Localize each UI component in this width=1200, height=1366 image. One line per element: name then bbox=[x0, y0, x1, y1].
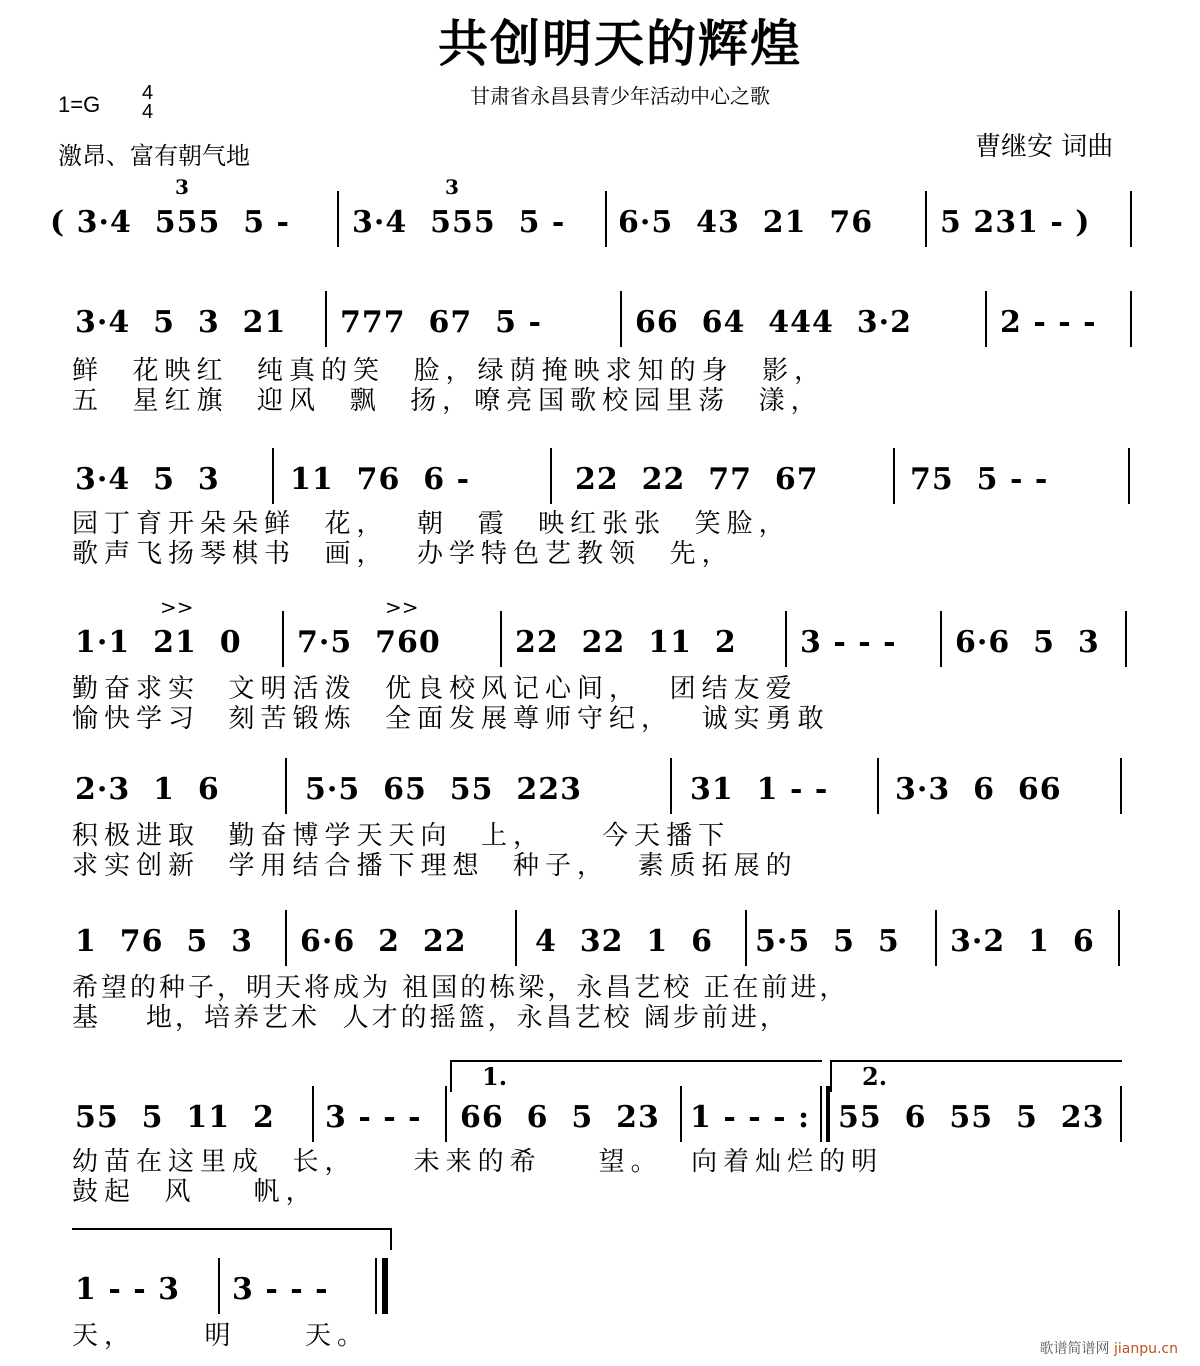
measure: 4 32 1 6 bbox=[535, 924, 714, 959]
lyric-line-2: 愉快学习 刻苦锻炼 全面发展尊师守纪， 诚实勇敢 bbox=[72, 704, 830, 734]
measure: 3·4 5 3 bbox=[75, 462, 220, 497]
accent-marks: >> bbox=[385, 595, 419, 619]
measure: 55 5 11 2 bbox=[75, 1100, 275, 1135]
measure: 66 6 5 23 bbox=[460, 1100, 660, 1135]
barline bbox=[500, 611, 502, 667]
system-2 bbox=[0, 305, 1200, 416]
triplet-mark: 3 bbox=[445, 175, 459, 199]
lyric-line-2: 基 地，培养艺术 人才的摇篮，永昌艺校 阔步前进， bbox=[72, 1003, 789, 1033]
measure: 6·5 43 21 76 bbox=[618, 205, 874, 240]
measure: 3·4 555 5 - bbox=[352, 205, 566, 240]
time-signature bbox=[142, 84, 153, 122]
barline bbox=[877, 758, 879, 814]
measure: 7·5 760 bbox=[297, 625, 441, 660]
measure: 6·6 5 3 bbox=[955, 625, 1100, 660]
barline bbox=[670, 758, 672, 814]
measure: 3 - - - bbox=[800, 625, 897, 660]
barline bbox=[1125, 611, 1127, 667]
barline bbox=[445, 1086, 447, 1142]
measure: 22 22 77 67 bbox=[575, 462, 819, 497]
measure: 2 - - - bbox=[1000, 305, 1097, 340]
lyric-line-1: 希望的种子，明天将成为 祖国的栋梁，永昌艺校 正在前进， bbox=[72, 973, 849, 1003]
system-3 bbox=[0, 462, 1200, 569]
barline bbox=[325, 291, 327, 347]
measure: 5·5 5 5 bbox=[755, 924, 900, 959]
barline bbox=[935, 910, 937, 966]
measure: 777 67 5 - bbox=[340, 305, 542, 340]
lyric-line-1: 勤奋求实 文明活泼 优良校风记心间， 团结友爱 bbox=[72, 674, 798, 704]
barline bbox=[282, 611, 284, 667]
measure: 1 - - - : bbox=[690, 1100, 811, 1135]
barline bbox=[337, 191, 339, 247]
lyric-line-2: 鼓起 风 帆， bbox=[72, 1177, 318, 1207]
measure: 6·6 2 22 bbox=[300, 924, 467, 959]
barline bbox=[1120, 1086, 1122, 1142]
author-credit: 曹继安 词曲 bbox=[975, 132, 1114, 162]
measure: 31 1 - - bbox=[690, 772, 829, 807]
measure: 66 64 444 3·2 bbox=[635, 305, 912, 340]
triplet-mark: 3 bbox=[175, 175, 189, 199]
barline bbox=[1120, 758, 1122, 814]
measure: 3 - - - bbox=[325, 1100, 422, 1135]
key-signature: 1=G bbox=[58, 92, 101, 117]
system-1 bbox=[0, 175, 1200, 265]
barline bbox=[1130, 291, 1132, 347]
measure: 2·3 1 6 bbox=[75, 772, 220, 807]
time-sig-bottom: 4 bbox=[142, 101, 154, 123]
barline bbox=[272, 448, 274, 504]
barline bbox=[285, 758, 287, 814]
measure: 55 6 55 5 23 bbox=[838, 1100, 1105, 1135]
lyric-line-1: 积极进取 勤奋博学天天向 上， 今天播下 bbox=[72, 821, 731, 851]
system-4 bbox=[0, 595, 1200, 734]
watermark-url: jianpu.cn bbox=[1113, 1341, 1178, 1357]
song-subtitle: 甘肃省永昌县青少年活动中心之歌 bbox=[470, 84, 770, 108]
barline bbox=[925, 191, 927, 247]
lyric-line-2: 求实创新 学用结合播下理想 种子， 素质拓展的 bbox=[72, 851, 798, 881]
watermark-cn: 歌谱简谱网 bbox=[1039, 1341, 1110, 1357]
system-5 bbox=[0, 772, 1200, 881]
volta-2: 2. bbox=[830, 1060, 1122, 1092]
barline bbox=[985, 291, 987, 347]
measure: 75 5 - - bbox=[910, 462, 1049, 497]
song-title: 共创明天的辉煌 bbox=[438, 15, 802, 73]
final-barline-thick bbox=[382, 1258, 388, 1314]
barline bbox=[218, 1258, 220, 1314]
tempo-marking: 激昂、富有朝气地 bbox=[58, 142, 250, 170]
repeat-barline-thick bbox=[826, 1086, 830, 1142]
barline bbox=[680, 1086, 682, 1142]
measure: 22 22 11 2 bbox=[515, 625, 737, 660]
measure: 1 76 5 3 bbox=[75, 924, 254, 959]
barline bbox=[745, 910, 747, 966]
lyric-line-1: 幼苗在这里成 长， 未来的希 望。 向着灿烂的明 bbox=[72, 1147, 884, 1177]
measure: 3·4 5 3 21 bbox=[75, 305, 287, 340]
measure: 3·2 1 6 bbox=[950, 924, 1095, 959]
barline bbox=[285, 910, 287, 966]
measure: 11 76 6 - bbox=[290, 462, 471, 497]
system-6 bbox=[0, 924, 1200, 1033]
watermark bbox=[1040, 1340, 1178, 1358]
lyric-line-2: 歌声飞扬琴棋书 画， 办学特色艺教领 先， bbox=[72, 539, 734, 569]
lyric-line-1: 鲜 花映红 纯真的笑 脸，绿荫掩映求知的身 影， bbox=[72, 356, 827, 386]
repeat-barline bbox=[820, 1086, 822, 1142]
barline bbox=[1118, 910, 1120, 966]
measure: ( 3·4 555 5 - bbox=[50, 205, 290, 240]
measure: 1 - - 3 bbox=[75, 1272, 180, 1307]
barline bbox=[550, 448, 552, 504]
barline bbox=[1130, 191, 1132, 247]
measure: 1·1 21 0 bbox=[75, 625, 242, 660]
system-7 bbox=[0, 1062, 1200, 1207]
lyric-line-1: 园丁育开朵朵鲜 花， 朝 霞 映红张张 笑脸， bbox=[72, 509, 791, 539]
lyric-line-2: 五 星红旗 迎风 飘 扬，嘹亮国歌校园里荡 漾， bbox=[72, 386, 823, 416]
measure: 5 231 - ) bbox=[940, 205, 1091, 240]
barline bbox=[940, 611, 942, 667]
barline bbox=[893, 448, 895, 504]
accent-marks: >> bbox=[160, 595, 194, 619]
time-sig-top: 4 bbox=[142, 82, 154, 104]
barline bbox=[1128, 448, 1130, 504]
barline bbox=[515, 910, 517, 966]
barline bbox=[605, 191, 607, 247]
measure: 5·5 65 55 223 bbox=[305, 772, 582, 807]
measure: 3 - - - bbox=[232, 1272, 329, 1307]
barline bbox=[312, 1086, 314, 1142]
lyric-line-1: 天， 明 天。 bbox=[72, 1321, 370, 1351]
barline bbox=[785, 611, 787, 667]
volta-1: 1. bbox=[450, 1060, 822, 1092]
volta-2-continuation bbox=[72, 1228, 392, 1250]
final-barline-thin bbox=[375, 1258, 377, 1314]
barline bbox=[620, 291, 622, 347]
measure: 3·3 6 66 bbox=[895, 772, 1062, 807]
